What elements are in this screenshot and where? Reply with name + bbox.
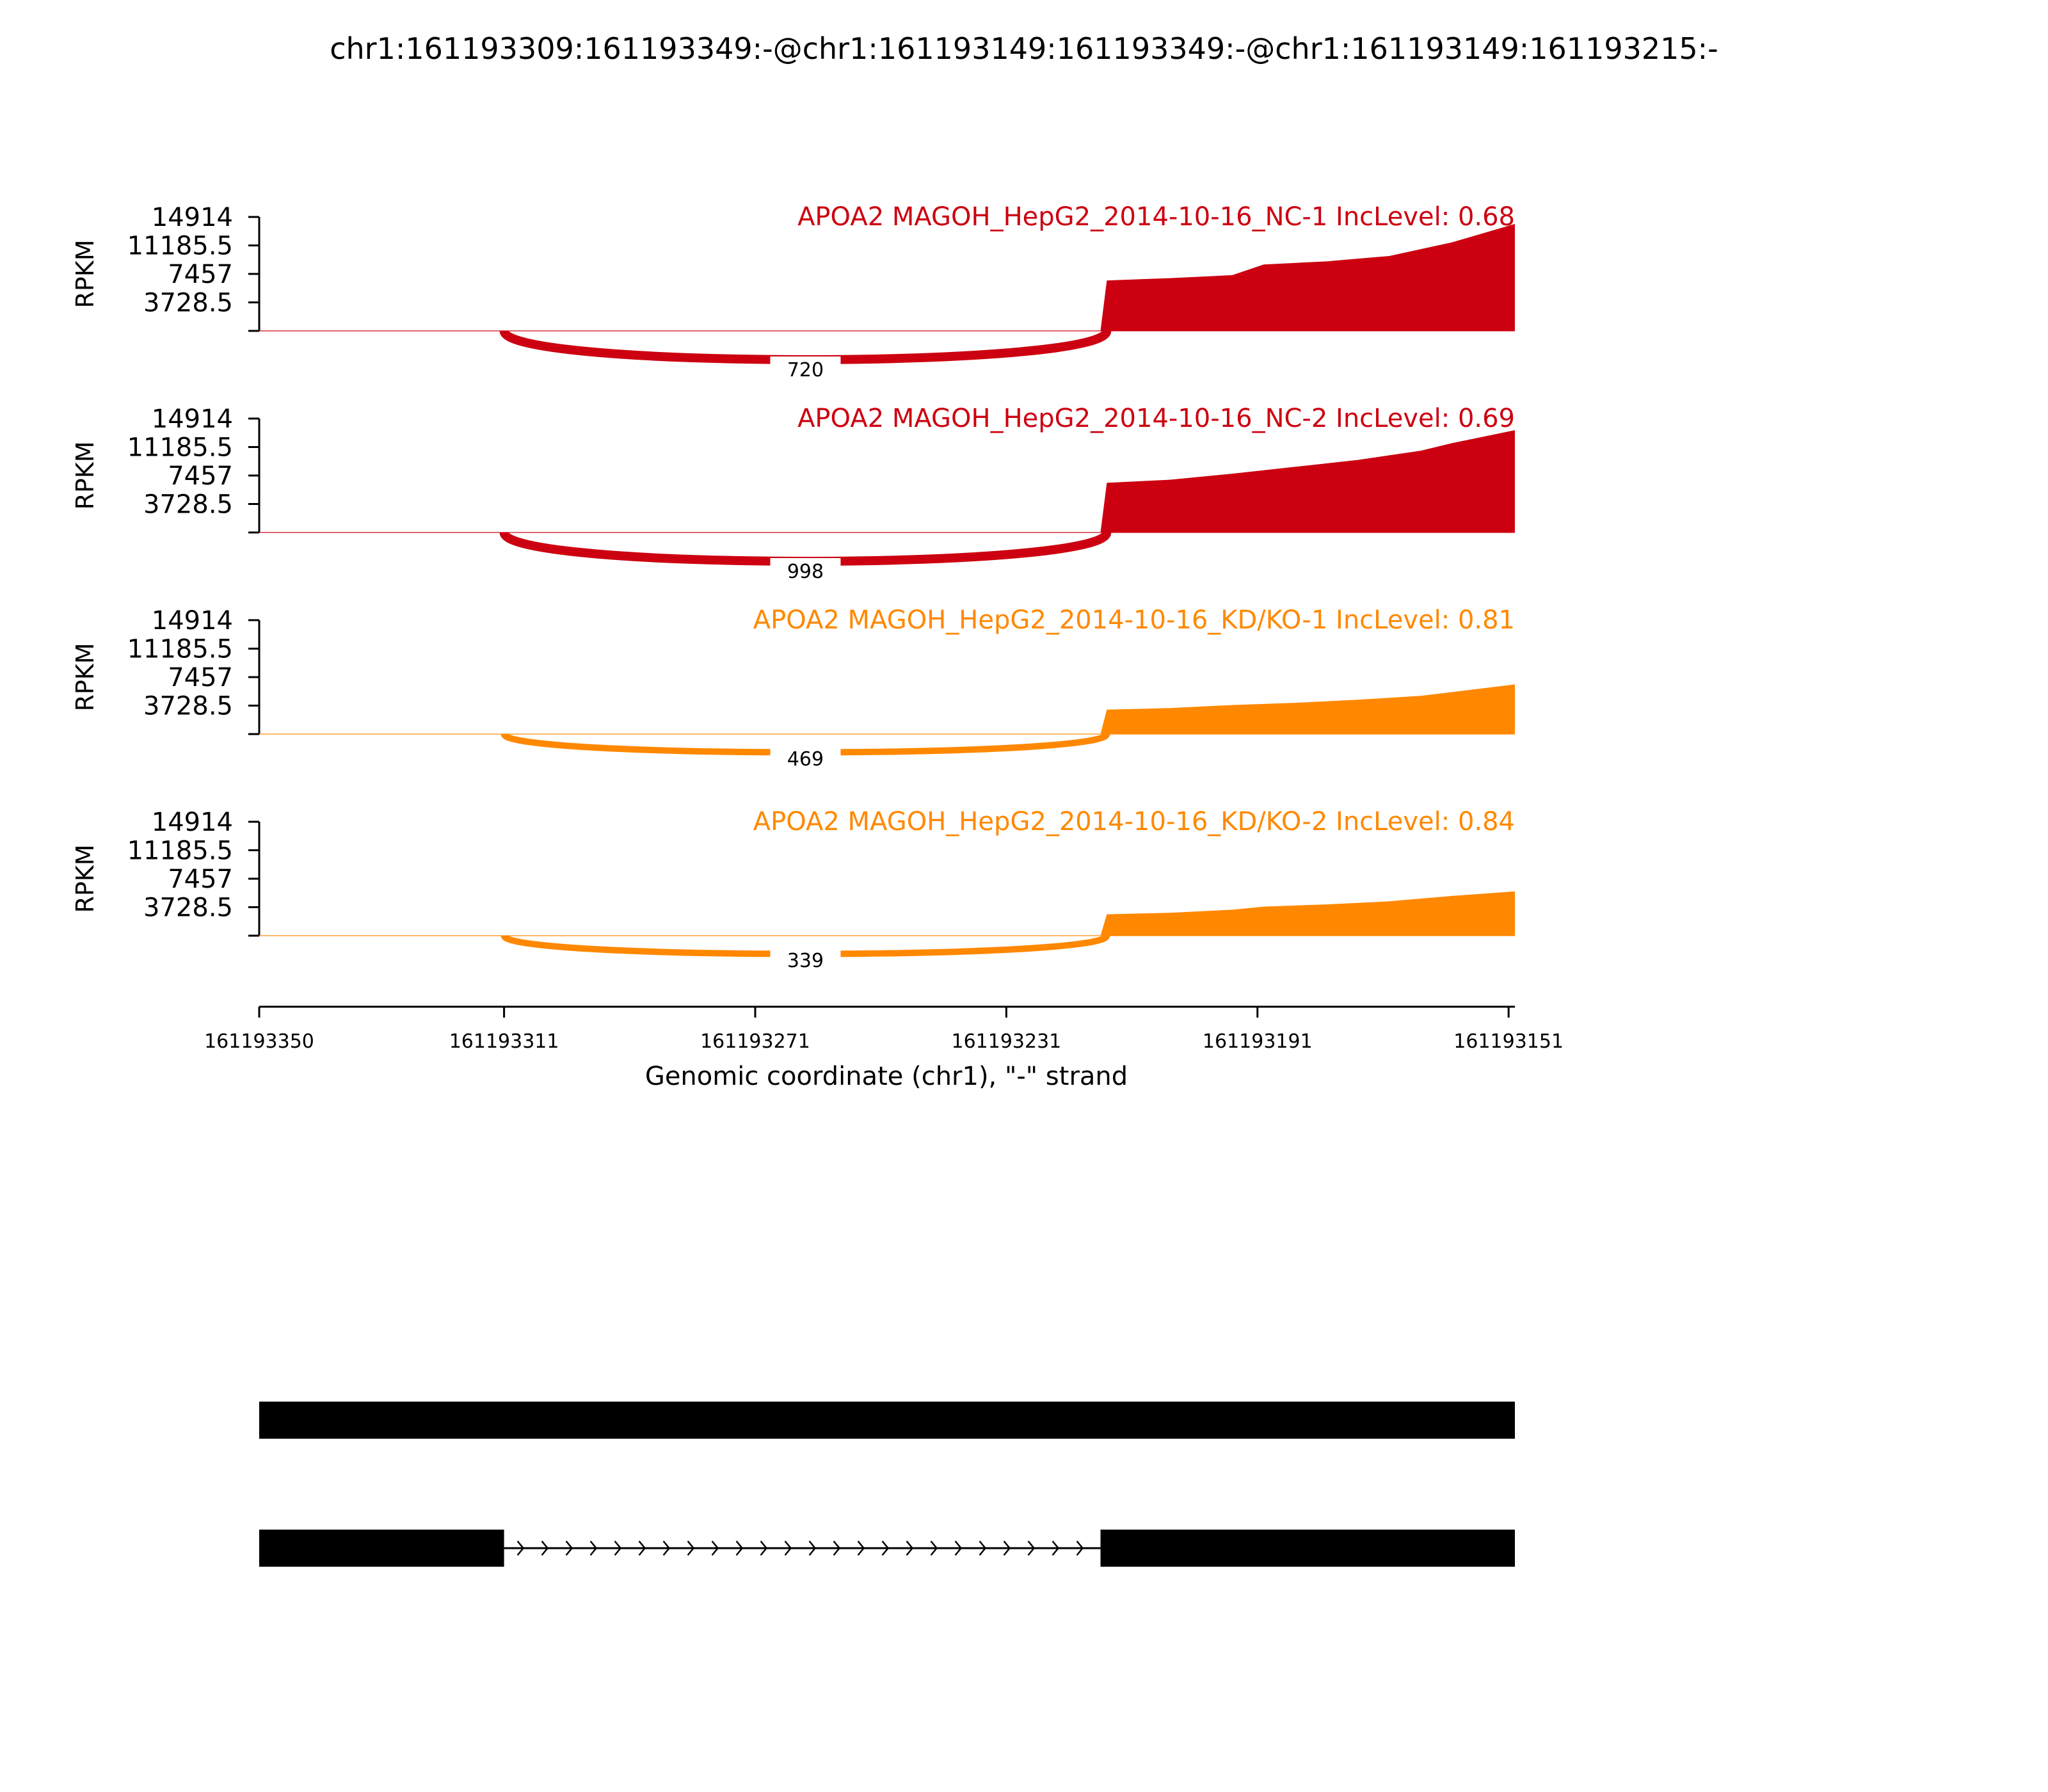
- y-tick-label: 11185.5: [127, 634, 233, 664]
- coverage-area: [259, 892, 1515, 936]
- y-tick-label: 3728.5: [143, 893, 233, 923]
- x-tick-label: 161193231: [951, 1030, 1062, 1053]
- y-axis-label: RPKM: [71, 643, 99, 712]
- coverage-panel-1: [71, 202, 1515, 385]
- y-tick-label: 11185.5: [127, 836, 233, 866]
- y-tick-label: 14914: [151, 606, 233, 636]
- junction-arc: [504, 331, 1107, 360]
- junction-arc: [504, 532, 1107, 561]
- isoform-2: [259, 1530, 1515, 1567]
- sample-label: APOA2 MAGOH_HepG2_2014-10-16_KD/KO-1 IncLevel: 0.81: [753, 605, 1515, 635]
- exon-block: [1101, 1530, 1515, 1567]
- exon-block: [259, 1530, 504, 1567]
- x-tick-label: 161193350: [204, 1030, 314, 1053]
- y-tick-label: 7457: [168, 663, 233, 692]
- x-tick-label: 161193151: [1453, 1030, 1564, 1053]
- x-axis: [204, 1007, 1564, 1053]
- y-axis-label: RPKM: [71, 239, 99, 308]
- coverage-panel-4: [71, 807, 1515, 975]
- x-tick-label: 161193191: [1202, 1030, 1313, 1053]
- junction-count: 469: [787, 748, 824, 771]
- y-tick-label: 3728.5: [143, 691, 233, 721]
- isoform-track: [259, 1402, 1515, 1567]
- y-axis-label: RPKM: [71, 441, 99, 510]
- y-tick-label: 14914: [151, 808, 233, 837]
- coverage-panel-2: [71, 404, 1515, 586]
- y-tick-label: 14914: [151, 404, 233, 434]
- exon-block: [259, 1402, 1515, 1439]
- coverage-panel-3: [71, 605, 1515, 774]
- plot-title: chr1:161193309:161193349:-@chr1:161193149:161193349:-@chr1:161193149:161193215:-: [330, 31, 1718, 66]
- sample-label: APOA2 MAGOH_HepG2_2014-10-16_NC-1 IncLevel: 0.68: [797, 202, 1515, 232]
- junction-count: 998: [787, 561, 824, 583]
- sample-label: APOA2 MAGOH_HepG2_2014-10-16_NC-2 IncLevel: 0.69: [797, 404, 1515, 433]
- y-tick-label: 7457: [168, 865, 233, 894]
- x-tick-label: 161193271: [700, 1030, 810, 1053]
- y-tick-label: 11185.5: [127, 231, 233, 261]
- y-tick-label: 14914: [151, 203, 233, 232]
- y-tick-label: 3728.5: [143, 288, 233, 318]
- y-axis-label: RPKM: [71, 844, 99, 913]
- coverage-area: [259, 684, 1515, 734]
- sample-label: APOA2 MAGOH_HepG2_2014-10-16_KD/KO-2 IncLevel: 0.84: [753, 807, 1515, 836]
- y-tick-label: 11185.5: [127, 433, 233, 463]
- y-tick-label: 7457: [168, 461, 233, 491]
- coverage-area: [259, 430, 1515, 532]
- coverage-area: [259, 224, 1515, 331]
- y-tick-label: 7457: [168, 260, 233, 289]
- junction-count: 339: [787, 950, 824, 972]
- junction-count: 720: [787, 359, 824, 381]
- coverage-panels: [71, 202, 1515, 975]
- isoform-1: [259, 1402, 1515, 1439]
- x-axis-label: Genomic coordinate (chr1), "-" strand: [644, 1062, 1128, 1091]
- x-tick-label: 161193311: [449, 1030, 559, 1053]
- y-tick-label: 3728.5: [143, 490, 233, 520]
